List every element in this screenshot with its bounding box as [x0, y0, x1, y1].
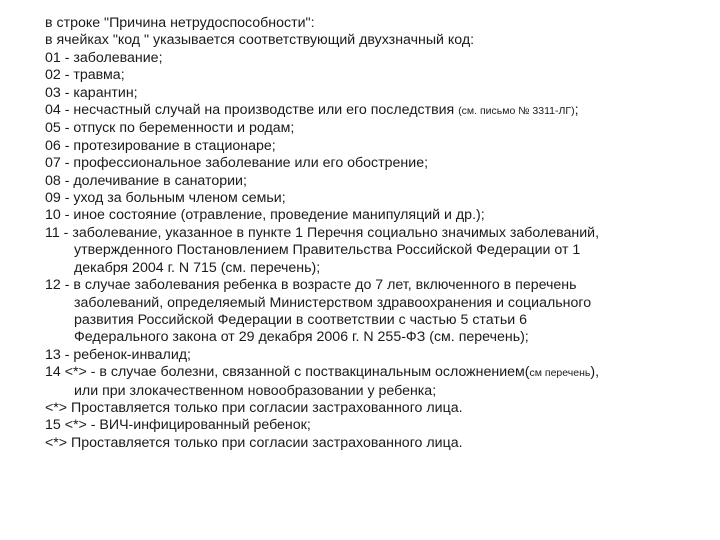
code-14-end: ),	[590, 364, 600, 381]
code-04	[45, 102, 685, 120]
code-05: 05 - отпуск по беременности и родам;	[45, 120, 295, 137]
code-12-continuation-2: развития Российской Федерации в соответствии с частью 5 статьи 6	[74, 311, 527, 328]
code-15: 15 <*> - ВИЧ-инфицированный ребенок;	[45, 417, 311, 434]
code-06: 06 - протезирование в стационаре;	[45, 137, 276, 154]
footnote-15: <*> Проставляется только при согласии застрахованного лица.	[45, 434, 463, 451]
code-03: 03 - карантин;	[45, 84, 138, 101]
code-11-continuation-1: утвержденного Постановлением Правительства Российской Федерации от 1	[74, 242, 581, 259]
text-line-header: в строке "Причина нетрудоспособности":	[45, 15, 315, 31]
code-01: 01 - заболевание;	[45, 49, 163, 66]
code-11: 11 - заболевание, указанное в пункте 1 Перечня социально значимых заболеваний,	[45, 224, 600, 241]
code-10: 10 - иное состояние (отравление, проведение манипуляций и др.);	[45, 207, 485, 224]
code-14	[45, 364, 685, 382]
footnote-14: <*> Проставляется только при согласии застрахованного лица.	[45, 399, 463, 416]
document-text	[45, 15, 685, 452]
text-line-intro: в ячейках "код " указывается соответствующий двухзначный код:	[45, 32, 475, 49]
code-09: 09 - уход за больным членом семьи;	[45, 190, 286, 207]
code-11-continuation-2: декабря 2004 г. N 715 (см. перечень);	[74, 259, 321, 276]
code-04-reference: (см. письмо № 3311-ЛГ)	[458, 105, 575, 118]
code-14-text: 14 <*> - в случае болезни, связанной с поствакцинальным осложнением(	[45, 364, 530, 381]
code-14-reference: см перечень	[529, 367, 591, 380]
code-12-continuation-1: заболеваний, определяемый Министерством здравоохранения и социального	[74, 294, 592, 311]
code-07: 07 - профессиональное заболевание или его обострение;	[45, 155, 429, 172]
code-14-continuation: или при злокачественном новообразовании у ребенка;	[74, 382, 437, 399]
code-12-continuation-3: Федерального закона от 29 декабря 2006 г. N 255-ФЗ (см. перечень);	[74, 329, 529, 346]
code-13: 13 - ребенок-инвалид;	[45, 346, 191, 363]
code-08: 08 - долечивание в санатории;	[45, 172, 247, 189]
code-04-end: ;	[574, 102, 579, 119]
code-04-text: 04 - несчастный случай на производстве или его последствия	[45, 102, 455, 119]
code-02: 02 - травма;	[45, 67, 125, 84]
code-12: 12 - в случае заболевания ребенка в возрасте до 7 лет, включенного в перечень	[45, 277, 577, 294]
